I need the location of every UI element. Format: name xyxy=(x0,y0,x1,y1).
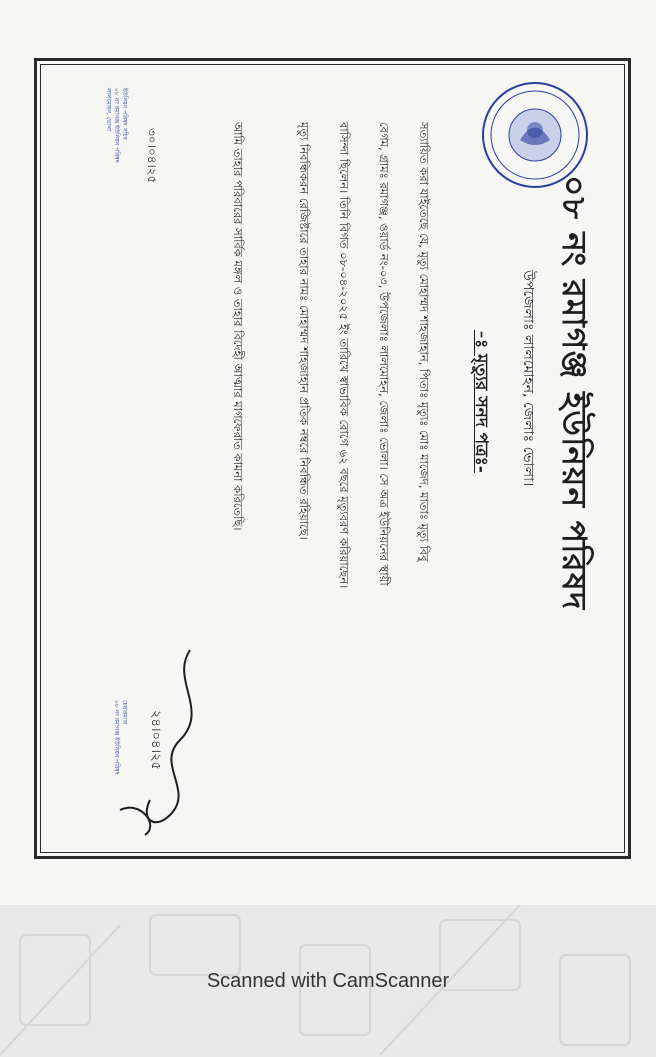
body-line-1: সত্যায়িত করা যাইতেছে যে, মৃত্যু মোহাম্মদ শাহজাহান, পিতাঃ মৃত্যুঃ মোঃ মাজেদ, মাতাঃ মৃত্যু বিবু xyxy=(417,122,431,562)
left-stamp-line-3: লালমোহন, ভোলা xyxy=(105,88,112,132)
scanned-with-label: Scanned with CamScanner xyxy=(206,970,450,992)
left-stamp-line-1: ইউনিয়ন পরিষদ সচিব xyxy=(121,88,128,140)
document-subtitle: উপজেলাঃ লালমোহন, জেলাঃ ভোলা। xyxy=(520,270,536,487)
left-stamp-line-2: ০৮ নং রমাগঞ্জ ইউনিয়ন পরিষদ xyxy=(113,88,120,163)
certificate-heading: -ঃ মৃত্যুর সনদ পত্রঃ- xyxy=(471,330,491,473)
left-signature-note: ৩০।০৪।২৫ xyxy=(145,128,159,184)
body-line-3: বাসিন্দা ছিলেন। তিনি বিগত ০৮-০৪-২০২৫ ইং তারিখে স্বাভাবিক রোগে ৬২ বছরে মৃত্যুবরণ করিয়াছেন। xyxy=(337,122,351,589)
right-stamp-line-1: চেয়ারম্যান xyxy=(121,700,128,725)
body-line-4: মৃত্যু নিবন্ধিকরন রেজিষ্টারে তাহার নামঃ মোহাম্মদ শাহজাহান প্রতিক নম্বরে নিবন্ধিত রহিয়াছে। xyxy=(297,122,311,540)
closing-line: আমি তাহার পরিবারের সার্বিক মঙ্গল ও তাহার বিদেহী আত্মার মাগফেরাত কামনা করিতেছি। xyxy=(231,122,245,531)
body-line-2: বেগম, গ্রামঃ রমাগঞ্জ, ওয়ার্ড নং-০৩, উপজেলাঃ লালমোহন, জেলাঃ ভোলা। সে অত্র ইউনিয়নের স্থায়ী xyxy=(377,122,391,586)
union-parishad-seal-icon xyxy=(480,80,590,190)
right-signature-date: ২৪।০৪।২৫ xyxy=(148,710,163,770)
document-title: ০৮ নং রমাগঞ্জ ইউনিয়ন পরিষদ xyxy=(555,175,594,611)
right-stamp-line-2: ০৮ নং রমাগঞ্জ ইউনিয়ন পরিষদ xyxy=(113,700,120,775)
